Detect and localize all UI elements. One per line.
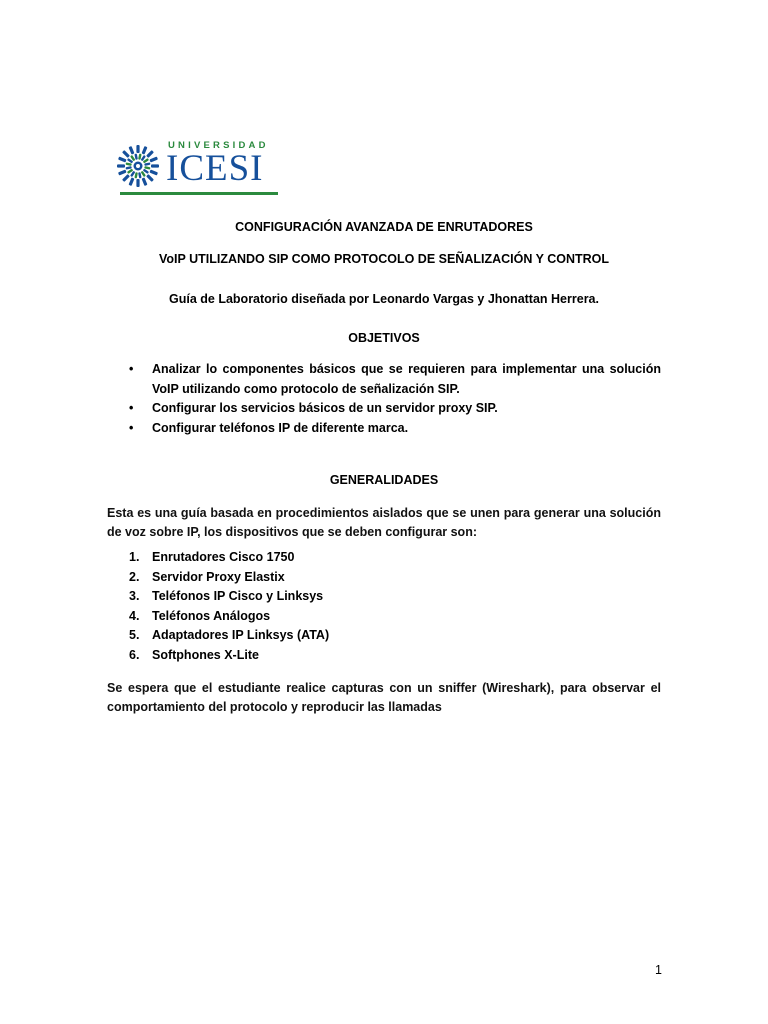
list-item [107, 646, 661, 666]
list-number: 1. [129, 550, 140, 564]
device-label: Teléfonos IP Cisco y Linksys [152, 589, 324, 603]
list-item [107, 607, 661, 627]
list-item [107, 587, 661, 607]
device-label: Enrutadores Cisco 1750 [152, 550, 295, 564]
device-label: Adaptadores IP Linksys (ATA) [152, 628, 330, 642]
list-item [107, 419, 661, 439]
device-label: Teléfonos Análogos [152, 608, 271, 623]
devices-list [107, 548, 661, 665]
icesi-emblem-icon [116, 144, 160, 188]
list-item [107, 360, 661, 399]
list-number: 2. [129, 569, 140, 584]
logo-university-label: UNIVERSIDAD [168, 140, 269, 151]
objective-text: Configurar teléfonos IP de diferente marca. [152, 420, 409, 435]
list-number: 3. [129, 589, 140, 603]
objectives-heading: OBJETIVOS [348, 331, 420, 345]
device-label: Servidor Proxy Elastix [152, 569, 285, 584]
page-number: 1 [655, 963, 662, 977]
objectives-list [107, 360, 661, 438]
device-label: Softphones X-Lite [152, 647, 259, 662]
list-item [107, 568, 661, 588]
document-title: CONFIGURACIÓN AVANZADA DE ENRUTADORES [235, 220, 533, 234]
closing-paragraph: Se espera que el estudiante realice capturas con un sniffer (Wireshark), para observar el comportamiento del protocolo y reproducir las llamadas [107, 681, 661, 714]
generalities-intro: Esta es una guía basada en procedimientos aislados que se unen para generar una solución de voz sobre IP, los dispositivos que se deben configurar son: [107, 506, 661, 539]
objective-text: Analizar lo componentes básicos que se requieren para implementar una solución VoIP utilizando como protocolo de señalización SIP. [152, 362, 661, 396]
list-number: 6. [129, 647, 140, 662]
list-number: 5. [129, 628, 140, 642]
bullet-icon: • [129, 420, 134, 435]
generalities-heading: GENERALIDADES [329, 473, 439, 487]
list-item [107, 548, 661, 568]
objective-text: Configurar los servicios básicos de un servidor proxy SIP. [152, 401, 498, 415]
bullet-icon: • [129, 362, 134, 376]
authors-line: Guía de Laboratorio diseñada por Leonardo Vargas y Jhonattan Herrera. [169, 292, 599, 306]
icesi-logo [116, 138, 280, 196]
list-number: 4. [129, 608, 140, 623]
logo-underline [120, 192, 278, 195]
document-subtitle: VoIP UTILIZANDO SIP COMO PROTOCOLO DE SEÑALIZACIÓN Y CONTROL [158, 252, 610, 266]
list-item [107, 399, 661, 419]
list-item [107, 626, 661, 646]
logo-name: ICESI [166, 148, 264, 189]
bullet-icon: • [129, 401, 134, 415]
